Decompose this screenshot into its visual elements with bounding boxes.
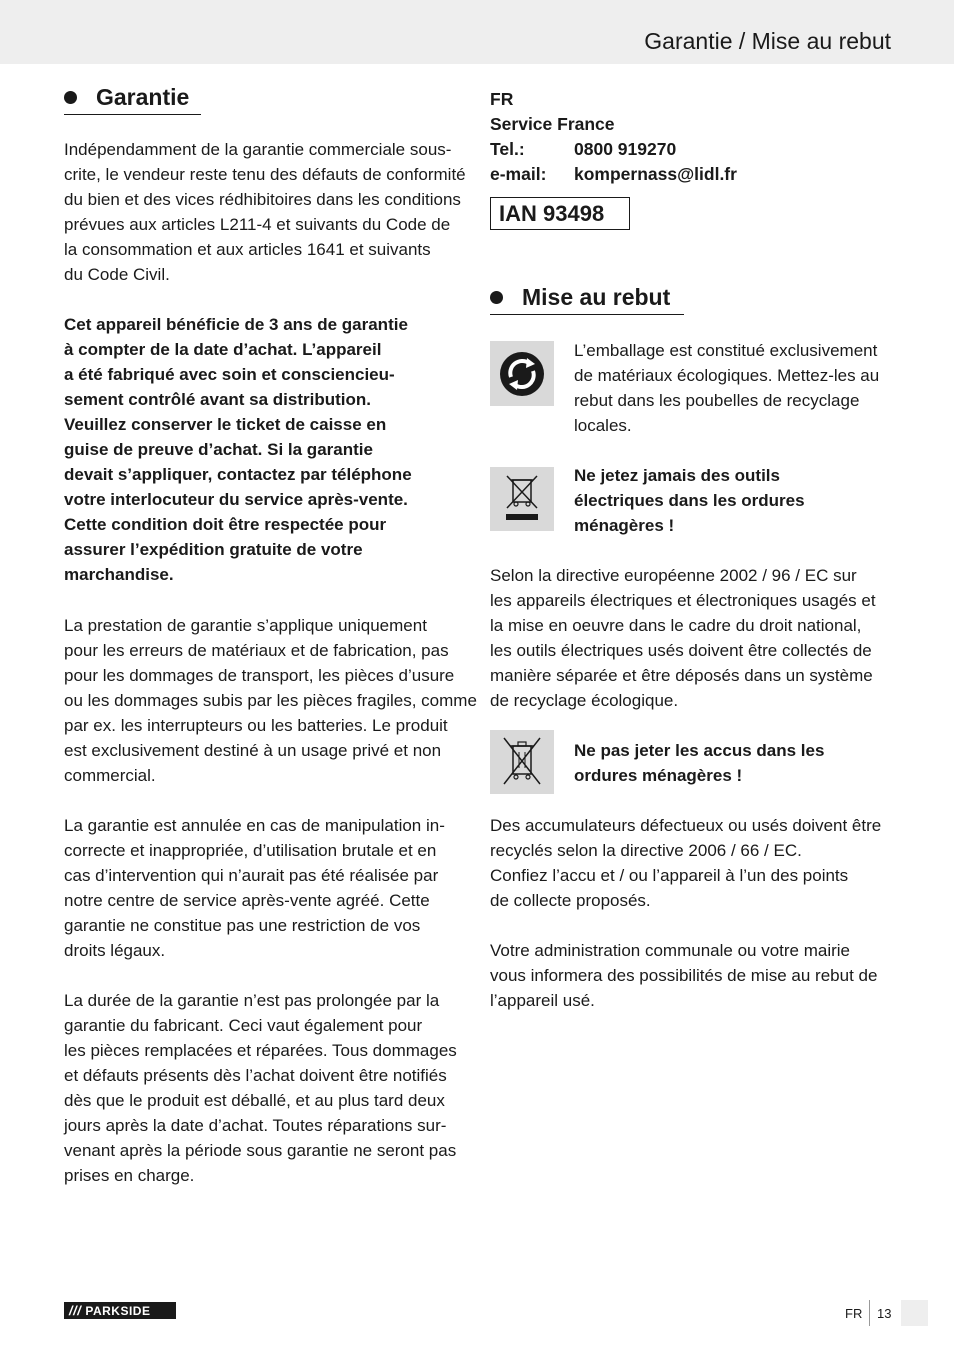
garantie-paragraph-4: La garantie est annulée en cas de manipulation in- correcte et inappropriée, d’utilisation brutale et en cas d’intervention qui n’aurait pas été réalisée par notre centre de service après-vente agréé. Cette garantie ne constitue pas une restriction de vos droits légaux. [64,816,445,960]
contact-phone-row [490,137,737,162]
rebut-heading [490,284,670,311]
email-label: e-mail: [490,164,547,184]
recycling-icon [490,341,554,406]
garantie-paragraph-1: Indépendamment de la garantie commerciale sous- crite, le vendeur reste tenu des défauts de conformité du bien et des vices rédhibitoires dans les conditions prévues aux articles L211-4 et suivants du Code de la consommation et aux articles 1641 et suivants du Code Civil. [64,140,466,284]
footer-tab [901,1300,928,1326]
phone-value[interactable]: 0800 919270 [574,139,677,159]
page-title: Garantie / Mise au rebut [644,28,891,54]
garantie-heading-text: Garantie [96,84,190,110]
service-contact [490,87,737,187]
phone-label: Tel.: [490,139,525,159]
brand-name: PARKSIDE [85,1303,151,1318]
page-number: 13 [877,1306,892,1321]
administration-paragraph: Votre administration communale ou votre mairie vous informera des possibilités de mise au rebut de l’appareil usé. [490,941,878,1010]
bullet-icon [490,291,503,304]
logo-slashes-icon: /// [69,1303,82,1318]
footer-divider [869,1300,870,1326]
rebut-heading-underline [490,314,684,315]
garantie-heading [64,84,189,111]
ian-number: IAN 93498 [499,200,605,226]
directive-paragraph: Selon la directive européenne 2002 / 96 / EC sur les appareils électriques et électroniques usagés et la mise en oeuvre dans le cadre du droit national, les outils électriques usés doivent être collectés de manière séparée et être déposés dans un système de recyclage écologique. [490,566,876,710]
bullet-icon [64,91,77,104]
accu-paragraph: Des accumulateurs défectueux ou usés doivent être recyclés selon la directive 2006 / 66 / EC. Confiez l’accu et / ou l’appareil à l’un des points de collecte proposés. [490,816,882,910]
contact-service: Service France [490,114,615,134]
rebut-heading-text: Mise au rebut [522,284,671,310]
crossed-bin-icon [490,467,554,531]
garantie-paragraph-bold: Cet appareil bénéficie de 3 ans de garantie à compter de la date d’achat. L’appareil a été fabriqué avec soin et consciencieu- sement contrôlé avant sa distribution. Veuillez conserver le ticket de caisse en guise de preuve d’achat. Si la garantie devait s’appliquer, contactez par téléphone votre interlocuteur du service après-vente. Cette condition doit être respectée pour assurer l’expédition gratuite de votre marchandise. [64,315,412,584]
footer-language: FR [845,1306,863,1321]
garantie-paragraph-5: La durée de la garantie n’est pas prolongée par la garantie du fabricant. Ceci vaut également pour les pièces remplacées et réparées. Tous dommages et défauts présents dès l’achat doivent être notifiés dès que le produit est déballé, et au plus tard deux jours après la date d’achat. Toutes réparations sur- venant après la période sous garantie ne seront pas prises en charge. [64,991,457,1185]
contact-country: FR [490,89,514,109]
power-tools-warning: Ne jetez jamais des outils électriques dans les ordures ménagères ! [574,466,805,535]
crossed-battery-bin-icon [490,730,554,794]
garantie-heading-underline [64,114,201,115]
packaging-text: L’emballage est constitué exclusivement de matériaux écologiques. Mettez-les au rebut dans les poubelles de recyclage locales. [574,341,880,435]
contact-email-row [490,162,737,187]
battery-warning: Ne pas jeter les accus dans les ordures ménagères ! [574,741,825,785]
ian-box [490,197,630,230]
email-link[interactable]: kompernass@lidl.fr [574,164,737,184]
parkside-logo [64,1302,176,1319]
garantie-paragraph-3: La prestation de garantie s’applique uniquement pour les erreurs de matériaux et de fabrication, pas pour les dommages de transport, les pièces d’usure ou les dommages subis par les pièces fragiles, comme par ex. les interrupteurs ou les batteries. Le produit est exclusivement destiné à un usage privé et non commercial. [64,616,477,785]
